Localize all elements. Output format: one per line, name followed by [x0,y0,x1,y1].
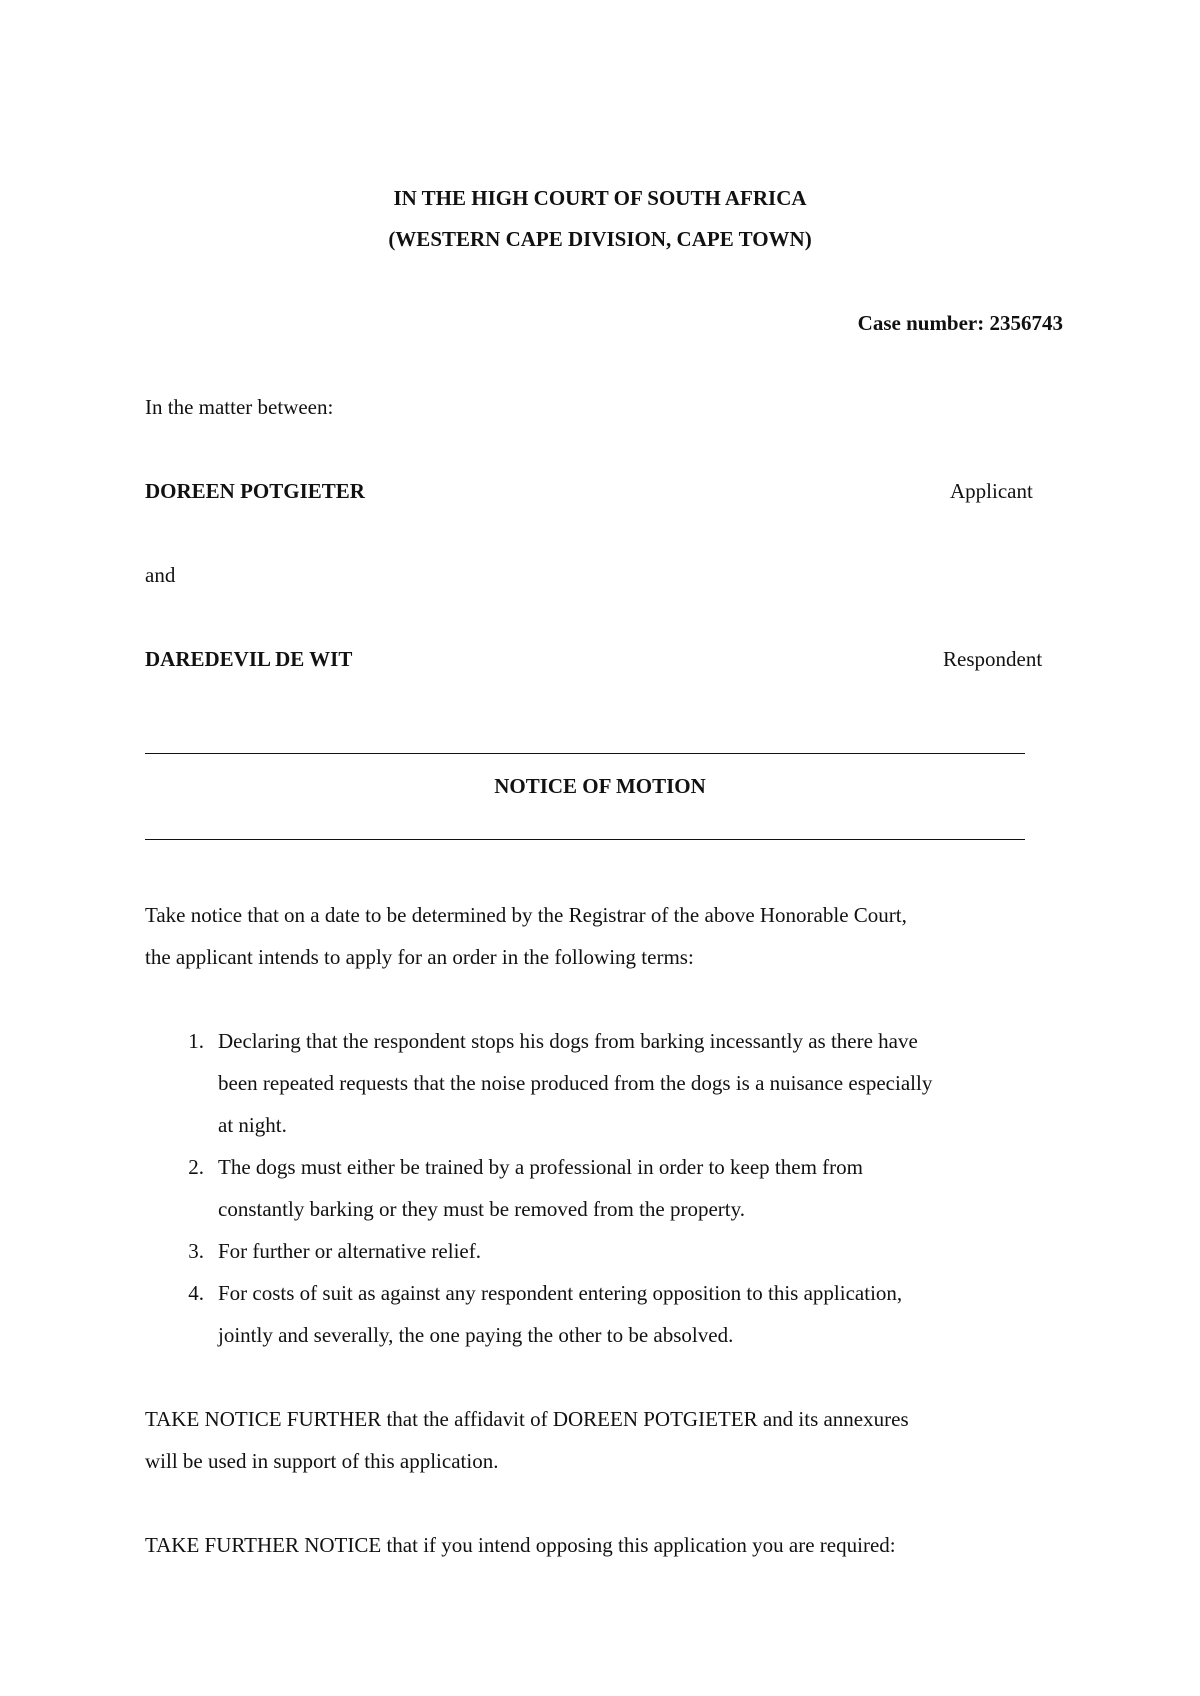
court-name: IN THE HIGH COURT OF SOUTH AFRICA [393,186,807,210]
list-item-number: 2. [188,1155,204,1179]
title-top-rule [145,753,1025,754]
list-item-text: Declaring that the respondent stops his dogs from barking incessantly as there have [218,1029,918,1053]
list-item-text: For further or alternative relief. [218,1239,481,1263]
intro-paragraph-line: the applicant intends to apply for an order in the following terms: [145,945,694,969]
list-item-text: at night. [218,1113,287,1137]
list-item-text: constantly barking or they must be removed from the property. [218,1197,745,1221]
respondent-role: Respondent [943,647,1043,671]
list-item-number: 3. [188,1239,204,1263]
opposition-notice-line: TAKE FURTHER NOTICE that if you intend opposing this application you are required: [145,1533,896,1557]
list-item-text: For costs of suit as against any respondent entering opposition to this application, [218,1281,903,1305]
further-notice-line: will be used in support of this application. [145,1449,499,1473]
title-bottom-rule [145,839,1025,840]
applicant-role: Applicant [950,479,1033,503]
court-division: (WESTERN CAPE DIVISION, CAPE TOWN) [388,227,812,251]
document-title: NOTICE OF MOTION [494,774,706,798]
intro-paragraph-line: Take notice that on a date to be determined by the Registrar of the above Honorable Court, [145,903,907,927]
further-notice-line: TAKE NOTICE FURTHER that the affidavit of DOREEN POTGIETER and its annexures [145,1407,909,1431]
applicant-name: DOREEN POTGIETER [145,479,365,503]
party-conjunction: and [145,563,176,587]
matter-intro: In the matter between: [145,395,334,419]
list-item-text: been repeated requests that the noise produced from the dogs is a nuisance especially [218,1071,933,1095]
list-item-text: jointly and severally, the one paying the other to be absolved. [218,1323,734,1347]
case-number: Case number: 2356743 [857,311,1063,335]
list-item-number: 1. [188,1029,204,1053]
list-item-text: The dogs must either be trained by a professional in order to keep them from [218,1155,863,1179]
respondent-name: DAREDEVIL DE WIT [145,647,353,671]
list-item-number: 4. [188,1281,204,1305]
